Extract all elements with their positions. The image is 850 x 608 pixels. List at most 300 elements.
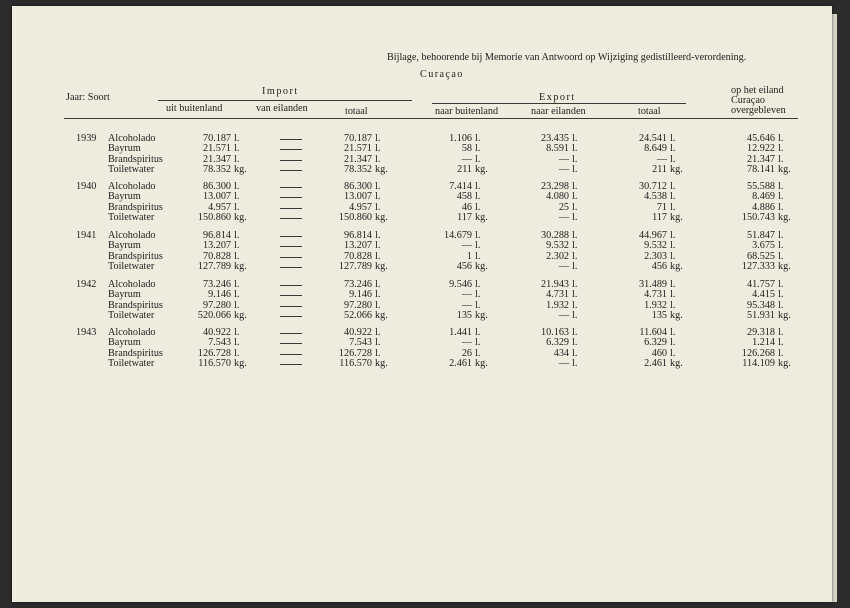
cell-unit: l.	[375, 347, 381, 359]
cell-unit: l.	[375, 230, 381, 241]
import-islands-dash	[280, 218, 302, 219]
cell-unit: l.	[778, 240, 784, 252]
cell-value: 21.347	[202, 153, 231, 165]
import-islands-dash	[280, 295, 302, 296]
cell-unit: l.	[475, 133, 481, 144]
cell-value: 46	[461, 201, 472, 213]
import-islands-dash	[280, 187, 302, 188]
cell-unit: l.	[234, 299, 240, 311]
cell-unit: l.	[670, 143, 676, 155]
cell-value: 13.007	[202, 191, 231, 203]
cell-unit: l.	[778, 250, 784, 262]
cell-value: —	[558, 153, 569, 165]
cell-value: 51.931	[746, 309, 775, 321]
cell-unit: l.	[475, 153, 481, 165]
cell-value: 8.469	[752, 191, 775, 203]
cell-value: 456	[456, 260, 472, 272]
export-group-rule	[432, 103, 686, 104]
cell-unit: l.	[572, 299, 578, 311]
cell-value: —	[558, 309, 569, 321]
cell-unit: l.	[778, 181, 784, 192]
cell-unit: l.	[375, 143, 381, 155]
sort-name-cell: Bayrum	[108, 337, 141, 349]
cell-value: 13.207	[343, 240, 372, 252]
table-cell-exp-eil	[511, 358, 595, 369]
cell-unit: l.	[572, 327, 578, 338]
import-islands-dash	[280, 170, 302, 171]
cell-value: 41.757	[746, 279, 775, 290]
cell-unit: kg.	[778, 260, 791, 272]
cell-value: 71	[656, 201, 667, 213]
cell-unit: l.	[234, 181, 240, 192]
table-cell-imp-tot	[314, 164, 398, 175]
cell-value: 21.347	[343, 153, 372, 165]
cell-value: 150.860	[338, 211, 372, 223]
cell-unit: l.	[475, 143, 481, 155]
cell-value: 44.967	[638, 230, 667, 241]
cell-unit: kg.	[234, 309, 247, 321]
cell-unit: kg.	[778, 309, 791, 321]
cell-value: 70.828	[343, 250, 372, 262]
cell-value: 4.415	[752, 289, 775, 301]
cell-unit: kg.	[670, 357, 683, 369]
cell-unit: l.	[572, 260, 578, 272]
cell-value: 4.957	[349, 201, 372, 213]
cell-unit: kg.	[475, 211, 488, 223]
cell-value: 70.187	[202, 133, 231, 144]
cell-unit: l.	[778, 191, 784, 203]
cell-value: 6.329	[644, 337, 667, 349]
cell-unit: kg.	[670, 260, 683, 272]
cell-value: 7.414	[449, 181, 472, 192]
cell-unit: kg.	[475, 357, 488, 369]
cell-value: 25	[558, 201, 569, 213]
table-cell-rest	[717, 261, 801, 272]
cell-unit: l.	[572, 289, 578, 301]
cell-unit: l.	[375, 191, 381, 203]
territory-heading: Curaçao	[420, 69, 464, 80]
cell-unit: l.	[475, 230, 481, 241]
cell-unit: l.	[475, 250, 481, 262]
cell-unit: l.	[234, 289, 240, 301]
cell-unit: l.	[778, 289, 784, 301]
cell-unit: l.	[778, 133, 784, 144]
cell-value: 21.571	[343, 143, 372, 155]
cell-value: 127.333	[741, 260, 775, 272]
cell-value: 11.604	[639, 327, 667, 338]
cell-value: 1	[466, 250, 472, 262]
cell-unit: l.	[234, 279, 240, 290]
cell-value: —	[558, 163, 569, 175]
cell-unit: kg.	[475, 260, 488, 272]
sort-name-cell: Bayrum	[108, 191, 141, 203]
cell-value: 126.728	[338, 347, 372, 359]
col-header-remaining: op het eiland Curaçao overgebleven	[731, 85, 786, 116]
cell-value: 9.532	[644, 240, 667, 252]
cell-value: 135	[651, 309, 667, 321]
cell-unit: l.	[375, 289, 381, 301]
cell-value: 1.106	[449, 133, 472, 144]
cell-unit: l.	[778, 327, 784, 338]
cell-value: —	[558, 357, 569, 369]
cell-unit: kg.	[778, 357, 791, 369]
cell-value: 78.352	[202, 163, 231, 175]
cell-value: 7.543	[208, 337, 231, 349]
cell-value: 9.546	[449, 279, 472, 290]
table-cell-exp-eil	[511, 310, 595, 321]
cell-unit: kg.	[234, 260, 247, 272]
import-islands-dash	[280, 343, 302, 344]
sort-name-cell: Bayrum	[108, 143, 141, 155]
cell-value: 126.728	[197, 347, 231, 359]
cell-unit: kg.	[375, 163, 388, 175]
cell-value: 30.288	[540, 230, 569, 241]
cell-value: 1.441	[449, 327, 472, 338]
cell-unit: l.	[375, 181, 381, 192]
import-islands-dash	[280, 354, 302, 355]
cell-value: —	[461, 240, 472, 252]
col-header-year-sort: Jaar: Soort	[66, 92, 110, 103]
cell-unit: l.	[572, 230, 578, 241]
cell-unit: l.	[778, 299, 784, 311]
cell-unit: l.	[234, 191, 240, 203]
cell-value: —	[461, 337, 472, 349]
cell-unit: l.	[670, 153, 676, 165]
cell-unit: l.	[234, 201, 240, 213]
import-islands-dash	[280, 246, 302, 247]
cell-unit: l.	[670, 133, 676, 144]
col-header-import-islands: van eilanden	[256, 103, 308, 114]
cell-value: 211	[652, 163, 667, 175]
cell-value: 58	[461, 143, 472, 155]
cell-unit: l.	[572, 347, 578, 359]
sort-name-cell: Toiletwater	[108, 211, 155, 223]
cell-unit: l.	[475, 337, 481, 349]
cell-unit: l.	[234, 240, 240, 252]
cell-unit: l.	[475, 289, 481, 301]
table-cell-rest	[717, 358, 801, 369]
cell-unit: kg.	[375, 211, 388, 223]
cell-value: 24.541	[638, 133, 667, 144]
cell-value: 150.743	[741, 211, 775, 223]
cell-unit: kg.	[778, 211, 791, 223]
import-islands-dash	[280, 236, 302, 237]
cell-unit: kg.	[234, 163, 247, 175]
cell-value: 4.957	[208, 201, 231, 213]
cell-unit: kg.	[375, 260, 388, 272]
cell-unit: kg.	[375, 357, 388, 369]
year-label: 1943	[76, 327, 97, 338]
cell-value: 52.066	[343, 309, 372, 321]
table-cell-exp-tot	[609, 212, 693, 223]
table-cell-exp-tot	[609, 164, 693, 175]
cell-unit: l.	[234, 230, 240, 241]
cell-value: 8.649	[644, 143, 667, 155]
sort-name-cell: Toiletwater	[108, 309, 155, 321]
cell-value: 4.886	[752, 201, 775, 213]
cell-value: 127.789	[197, 260, 231, 272]
cell-value: 9.146	[349, 289, 372, 301]
table-cell-exp-bu	[414, 212, 498, 223]
col-group-import: Import	[262, 86, 299, 97]
cell-value: 9.532	[546, 240, 569, 252]
cell-unit: l.	[670, 289, 676, 301]
import-islands-dash	[280, 316, 302, 317]
cell-value: 13.207	[202, 240, 231, 252]
table-cell-exp-bu	[414, 358, 498, 369]
cell-value: 97.280	[343, 299, 372, 311]
cell-value: 2.302	[546, 250, 569, 262]
cell-value: 2.461	[644, 357, 667, 369]
cell-value: —	[461, 289, 472, 301]
cell-unit: l.	[475, 201, 481, 213]
cell-value: 21.943	[540, 279, 569, 290]
cell-value: 211	[457, 163, 472, 175]
cell-value: 116.570	[339, 357, 372, 369]
sort-name-cell: Toiletwater	[108, 260, 155, 272]
cell-unit: l.	[475, 347, 481, 359]
sort-name-cell: Alcoholado	[108, 279, 156, 290]
sort-name-cell: Brandspiritus	[108, 153, 163, 165]
col-header-import-total: totaal	[345, 106, 368, 117]
cell-value: 434	[553, 347, 569, 359]
cell-value: 117	[457, 211, 472, 223]
table-cell-exp-tot	[609, 310, 693, 321]
cell-value: 10.163	[540, 327, 569, 338]
cell-value: 73.246	[343, 279, 372, 290]
cell-unit: l.	[778, 230, 784, 241]
header-bottom-rule	[64, 118, 798, 119]
table-cell-exp-bu	[414, 261, 498, 272]
year-label: 1939	[76, 133, 97, 144]
cell-value: 2.303	[644, 250, 667, 262]
cell-value: 29.318	[746, 327, 775, 338]
cell-value: 456	[651, 260, 667, 272]
cell-unit: l.	[234, 143, 240, 155]
cell-unit: kg.	[475, 309, 488, 321]
cell-value: 40.922	[202, 327, 231, 338]
table-cell-rest	[717, 212, 801, 223]
cell-value: 21.347	[746, 153, 775, 165]
cell-value: 95.348	[746, 299, 775, 311]
cell-unit: l.	[375, 240, 381, 252]
cell-value: 30.712	[638, 181, 667, 192]
cell-value: —	[461, 153, 472, 165]
cell-value: —	[558, 211, 569, 223]
cell-unit: l.	[670, 347, 676, 359]
table-cell-imp-tot	[314, 310, 398, 321]
cell-value: 78.141	[746, 163, 775, 175]
cell-value: 31.489	[638, 279, 667, 290]
cell-value: 520.066	[197, 309, 231, 321]
cell-value: 23.435	[540, 133, 569, 144]
cell-unit: l.	[572, 163, 578, 175]
import-islands-dash	[280, 306, 302, 307]
table-cell-imp-tot	[314, 358, 398, 369]
cell-unit: l.	[572, 240, 578, 252]
cell-value: 96.814	[202, 230, 231, 241]
cell-value: 68.525	[746, 250, 775, 262]
cell-value: 4.080	[546, 191, 569, 203]
table-cell-imp-bu	[173, 310, 257, 321]
year-label: 1942	[76, 279, 97, 290]
cell-value: 86.300	[202, 181, 231, 192]
table-cell-exp-eil	[511, 261, 595, 272]
cell-value: 458	[456, 191, 472, 203]
cell-unit: l.	[375, 337, 381, 349]
cell-unit: l.	[572, 181, 578, 192]
cell-unit: l.	[234, 327, 240, 338]
cell-value: 4.538	[644, 191, 667, 203]
cell-unit: l.	[572, 337, 578, 349]
cell-unit: l.	[670, 201, 676, 213]
sort-name-cell: Alcoholado	[108, 181, 156, 192]
cell-unit: l.	[475, 181, 481, 192]
year-label: 1941	[76, 230, 97, 241]
cell-unit: l.	[670, 279, 676, 290]
cell-value: 150.860	[197, 211, 231, 223]
cell-unit: l.	[572, 357, 578, 369]
cell-unit: l.	[375, 201, 381, 213]
cell-unit: l.	[670, 191, 676, 203]
col-header-export-islands: naar eilanden	[531, 106, 586, 117]
cell-unit: l.	[234, 133, 240, 144]
import-islands-dash	[280, 267, 302, 268]
table-cell-exp-tot	[609, 261, 693, 272]
table-cell-exp-bu	[414, 164, 498, 175]
cell-unit: l.	[475, 279, 481, 290]
cell-unit: l.	[670, 240, 676, 252]
cell-unit: l.	[670, 299, 676, 311]
import-islands-dash	[280, 208, 302, 209]
cell-value: 460	[651, 347, 667, 359]
cell-value: 2.461	[449, 357, 472, 369]
cell-value: 3.675	[752, 240, 775, 252]
cell-unit: l.	[375, 279, 381, 290]
cell-unit: l.	[234, 347, 240, 359]
cell-unit: l.	[778, 153, 784, 165]
cell-unit: l.	[778, 337, 784, 349]
cell-unit: kg.	[670, 163, 683, 175]
cell-value: 8.591	[546, 143, 569, 155]
cell-unit: l.	[670, 181, 676, 192]
cell-value: 117	[652, 211, 667, 223]
table-cell-imp-tot	[314, 261, 398, 272]
appendix-title: Bijlage, behoorende bij Memorie van Antwoord op Wijziging gedistilleerd-verordening.	[387, 52, 747, 63]
cell-unit: l.	[670, 337, 676, 349]
year-label: 1940	[76, 181, 97, 192]
cell-value: 4.731	[644, 289, 667, 301]
cell-value: —	[558, 260, 569, 272]
cell-unit: kg.	[670, 309, 683, 321]
cell-value: 51.847	[746, 230, 775, 241]
cell-value: —	[656, 153, 667, 165]
sort-name-cell: Brandspiritus	[108, 250, 163, 262]
cell-unit: l.	[375, 327, 381, 338]
table-cell-imp-bu	[173, 164, 257, 175]
cell-unit: l.	[670, 327, 676, 338]
cell-unit: l.	[375, 299, 381, 311]
col-header-import-abroad: uit buitenland	[166, 103, 223, 114]
cell-unit: l.	[670, 230, 676, 241]
cell-value: 70.828	[202, 250, 231, 262]
cell-value: 78.352	[343, 163, 372, 175]
table-cell-exp-bu	[414, 310, 498, 321]
import-islands-dash	[280, 160, 302, 161]
sort-name-cell: Alcoholado	[108, 133, 156, 144]
sort-name-cell: Bayrum	[108, 289, 141, 301]
sort-name-cell: Toiletwater	[108, 357, 155, 369]
cell-value: 4.731	[546, 289, 569, 301]
cell-unit: kg.	[234, 211, 247, 223]
cell-unit: l.	[375, 153, 381, 165]
cell-unit: l.	[572, 250, 578, 262]
cell-value: —	[461, 299, 472, 311]
col-group-export: Export	[539, 92, 576, 103]
cell-unit: l.	[572, 279, 578, 290]
cell-unit: l.	[778, 143, 784, 155]
sort-name-cell: Toiletwater	[108, 163, 155, 175]
cell-value: 135	[456, 309, 472, 321]
cell-unit: l.	[572, 201, 578, 213]
cell-value: 114.109	[742, 357, 775, 369]
cell-unit: kg.	[670, 211, 683, 223]
cell-unit: l.	[475, 299, 481, 311]
table-cell-imp-bu	[173, 358, 257, 369]
cell-value: 55.588	[746, 181, 775, 192]
table-cell-exp-eil	[511, 212, 595, 223]
cell-value: 116.570	[198, 357, 231, 369]
cell-unit: l.	[375, 133, 381, 144]
cell-unit: l.	[375, 250, 381, 262]
cell-unit: l.	[572, 191, 578, 203]
col-header-export-total: totaal	[638, 106, 661, 117]
import-group-rule	[158, 100, 412, 101]
cell-value: 96.814	[343, 230, 372, 241]
cell-unit: l.	[234, 337, 240, 349]
table-cell-imp-bu	[173, 212, 257, 223]
cell-unit: l.	[572, 309, 578, 321]
cell-value: 126.268	[741, 347, 775, 359]
cell-value: 127.789	[338, 260, 372, 272]
import-islands-dash	[280, 149, 302, 150]
cell-unit: kg.	[375, 309, 388, 321]
cell-value: 40.922	[343, 327, 372, 338]
cell-value: 9.146	[208, 289, 231, 301]
cell-value: 14.679	[443, 230, 472, 241]
table-cell-imp-bu	[173, 261, 257, 272]
cell-unit: kg.	[778, 163, 791, 175]
cell-value: 73.246	[202, 279, 231, 290]
cell-value: 97.280	[202, 299, 231, 311]
table-cell-exp-tot	[609, 358, 693, 369]
cell-unit: kg.	[234, 357, 247, 369]
cell-value: 7.543	[349, 337, 372, 349]
import-islands-dash	[280, 333, 302, 334]
cell-unit: l.	[475, 191, 481, 203]
import-islands-dash	[280, 257, 302, 258]
cell-value: 21.571	[202, 143, 231, 155]
import-islands-dash	[280, 285, 302, 286]
table-cell-exp-eil	[511, 164, 595, 175]
cell-unit: l.	[778, 279, 784, 290]
sort-name-cell: Bayrum	[108, 240, 141, 252]
cell-unit: kg.	[475, 163, 488, 175]
table-cell-rest	[717, 164, 801, 175]
cell-unit: l.	[475, 327, 481, 338]
cell-unit: l.	[234, 153, 240, 165]
cell-unit: l.	[572, 153, 578, 165]
